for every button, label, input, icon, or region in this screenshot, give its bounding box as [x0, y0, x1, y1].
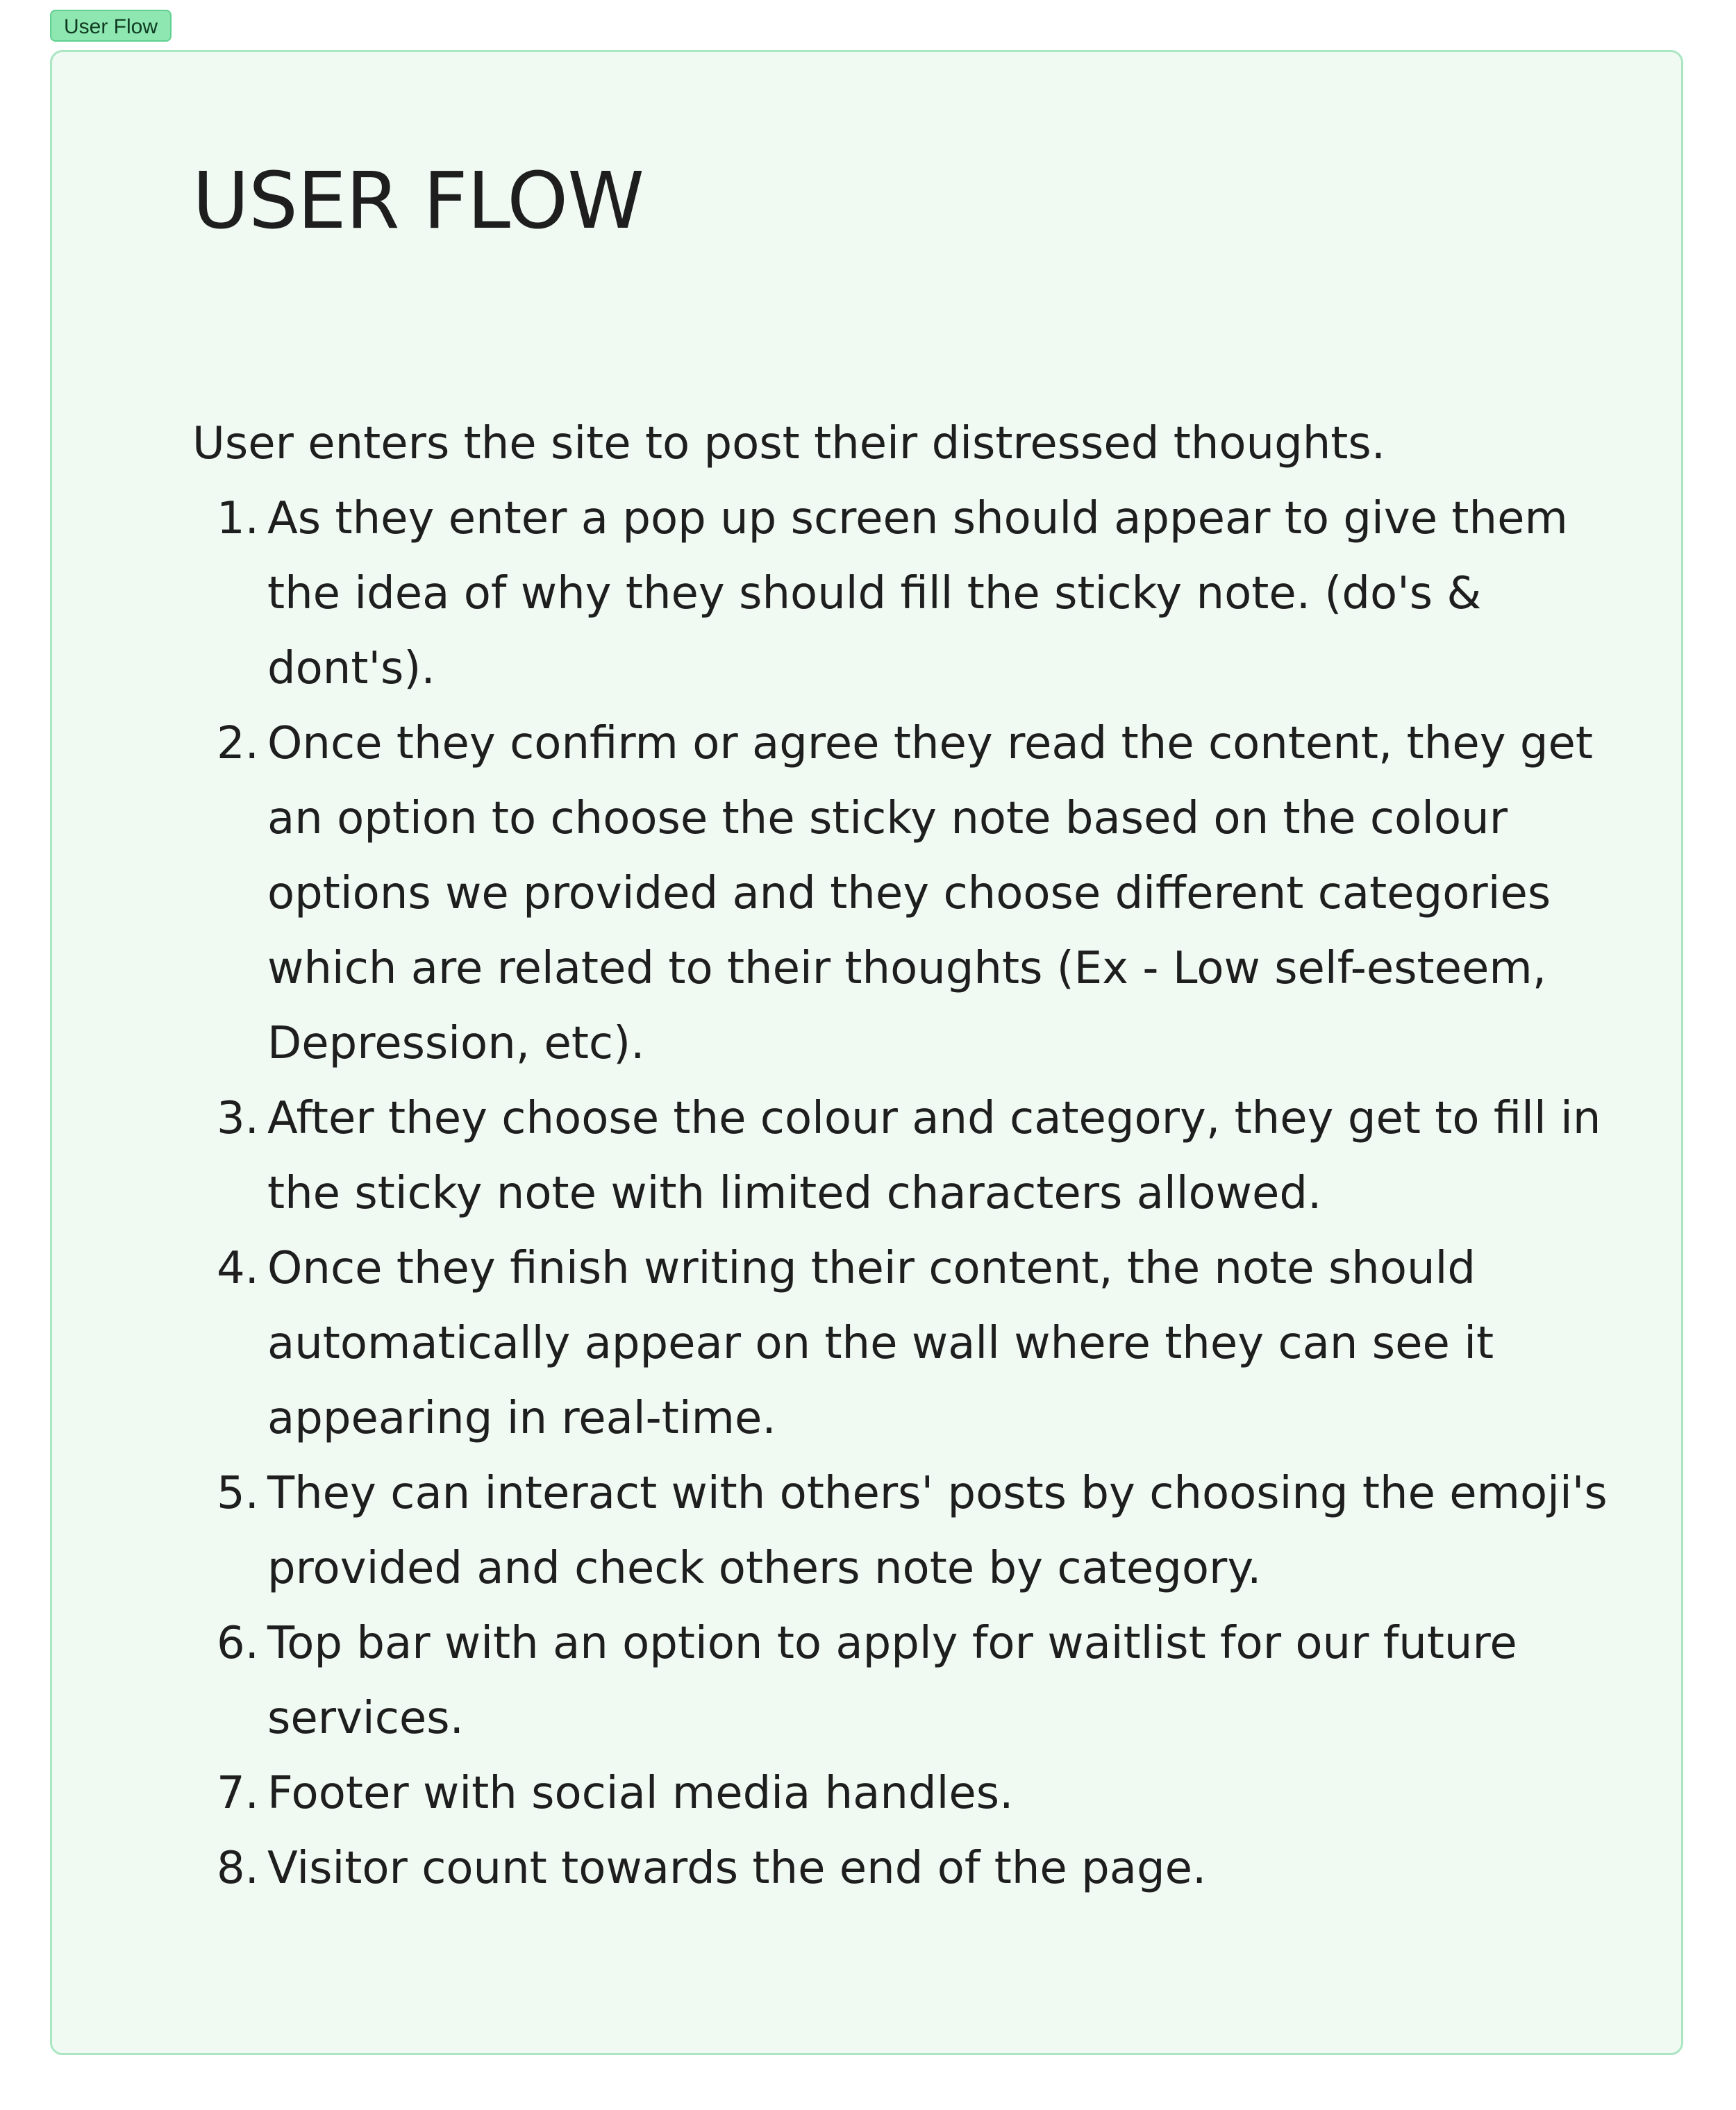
step-number: 5.	[216, 1468, 259, 1519]
list-item	[192, 481, 1616, 706]
step-number: 8.	[216, 1843, 259, 1894]
list-item	[192, 1456, 1616, 1606]
step-number: 1.	[216, 493, 259, 544]
steps-list	[192, 481, 1616, 1906]
step-text: Once they finish writing their content, the note should automatically appear on the wall where they can see it appearing in real-time.	[267, 1243, 1494, 1444]
step-text: As they enter a pop up screen should appear to give them the idea of why they should fill the sticky note. (do's & dont's).	[267, 493, 1568, 694]
step-text: Visitor count towards the end of the page.	[267, 1843, 1207, 1894]
list-item	[192, 1756, 1616, 1831]
page-title: USER FLOW	[192, 156, 644, 246]
step-text: After they choose the colour and category, they get to fill in the sticky note with limited characters allowed.	[267, 1093, 1601, 1219]
list-item	[192, 1606, 1616, 1756]
frame-label[interactable]: User Flow	[50, 10, 172, 42]
step-number: 7.	[216, 1768, 259, 1819]
step-number: 6.	[216, 1618, 259, 1669]
step-number: 2.	[216, 718, 259, 769]
list-item	[192, 1831, 1616, 1906]
step-text: Footer with social media handles.	[267, 1768, 1014, 1819]
step-text: They can interact with others' posts by choosing the emoji's provided and check others note by category.	[267, 1468, 1608, 1594]
intro-text: User enters the site to post their distressed thoughts.	[192, 418, 1386, 469]
list-item	[192, 706, 1616, 1081]
step-text: Once they confirm or agree they read the content, they get an option to choose the sticky note based on the colour options we provided and they choose different categories which are related to their thoughts (Ex - Low self-esteem, Depression, etc).	[267, 718, 1593, 1069]
list-item	[192, 1231, 1616, 1456]
user-flow-frame[interactable]	[50, 50, 1683, 2055]
step-text: Top bar with an option to apply for waitlist for our future services.	[267, 1618, 1517, 1744]
step-number: 3.	[216, 1093, 259, 1144]
list-item	[192, 1081, 1616, 1231]
step-number: 4.	[216, 1243, 259, 1294]
